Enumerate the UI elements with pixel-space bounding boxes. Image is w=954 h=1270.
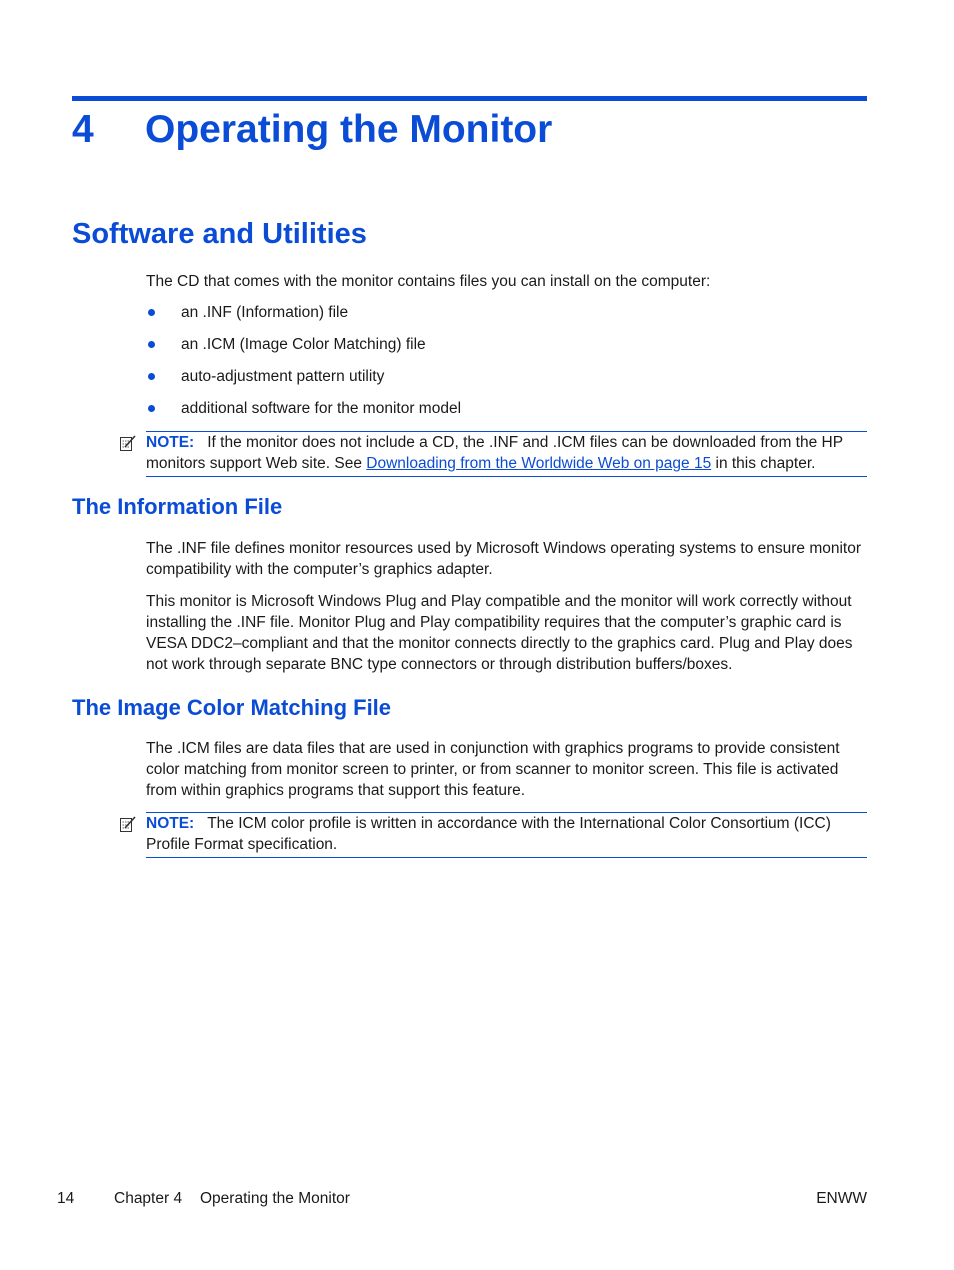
bullet-dot-icon <box>148 341 155 348</box>
footer-chapter-title: Operating the Monitor <box>200 1190 350 1207</box>
list-item: additional software for the monitor model <box>146 398 461 430</box>
note-pad-pencil-icon <box>119 815 137 833</box>
file-list <box>146 302 461 430</box>
page-number: 14 <box>57 1190 75 1207</box>
chapter-heading <box>72 106 552 154</box>
info-file-paragraph-1: The .INF file defines monitor resources used by Microsoft Windows operating systems to ensure monitor compatibility with the computer’s graphics adapter. <box>146 540 862 578</box>
list-item: an .ICM (Image Color Matching) file <box>146 334 461 366</box>
download-link[interactable]: Downloading from the Worldwide Web on page 15 <box>366 455 712 472</box>
chapter-number: 4 <box>72 108 94 151</box>
info-file-paragraph-2: This monitor is Microsoft Windows Plug and Play compatible and the monitor will work correctly without installing the .INF file. Monitor Plug and Play compatibility requires that the computer’s graphic card is VESA DDC2–compliant and that the monitor connects directly to the graphics card. Plug and Play does not work through separate BNC type connectors or through distribution buffers/boxes. <box>146 593 853 673</box>
chapter-title: Operating the Monitor <box>145 108 553 151</box>
note-icc-profile <box>146 812 867 858</box>
bullet-dot-icon <box>148 309 155 316</box>
chapter-rule <box>72 96 867 101</box>
footer-locale: ENWW <box>816 1190 867 1207</box>
section-intro: The CD that comes with the monitor contains files you can install on the computer: <box>146 273 711 290</box>
icm-file-title: The Image Color Matching File <box>72 695 392 720</box>
info-file-title: The Information File <box>72 494 283 519</box>
note-label: NOTE: <box>146 434 195 451</box>
list-item: auto-adjustment pattern utility <box>146 366 461 398</box>
list-item: an .INF (Information) file <box>146 302 461 334</box>
footer-chapter-label: Chapter 4 <box>114 1190 183 1207</box>
note-text: If the monitor does not include a CD, the .INF and .ICM files can be downloaded from the HP monitors support Web site. See <box>146 434 843 472</box>
note-pad-pencil-icon <box>119 434 137 452</box>
note-text: The ICM color profile is written in accordance with the International Color Consortium (ICC) Profile Format specification. <box>146 815 831 853</box>
note-cd-download <box>146 431 867 477</box>
note-text-end: in this chapter. <box>711 455 816 472</box>
icm-file-paragraph: The .ICM files are data files that are used in conjunction with graphics programs to provide consistent color matching from monitor screen to printer, or from scanner to monitor screen. This file is activated from within graphics programs that support this feature. <box>146 740 840 799</box>
note-label: NOTE: <box>146 815 195 832</box>
bullet-dot-icon <box>148 373 155 380</box>
bullet-dot-icon <box>148 405 155 412</box>
section-title: Software and Utilities <box>72 218 367 250</box>
